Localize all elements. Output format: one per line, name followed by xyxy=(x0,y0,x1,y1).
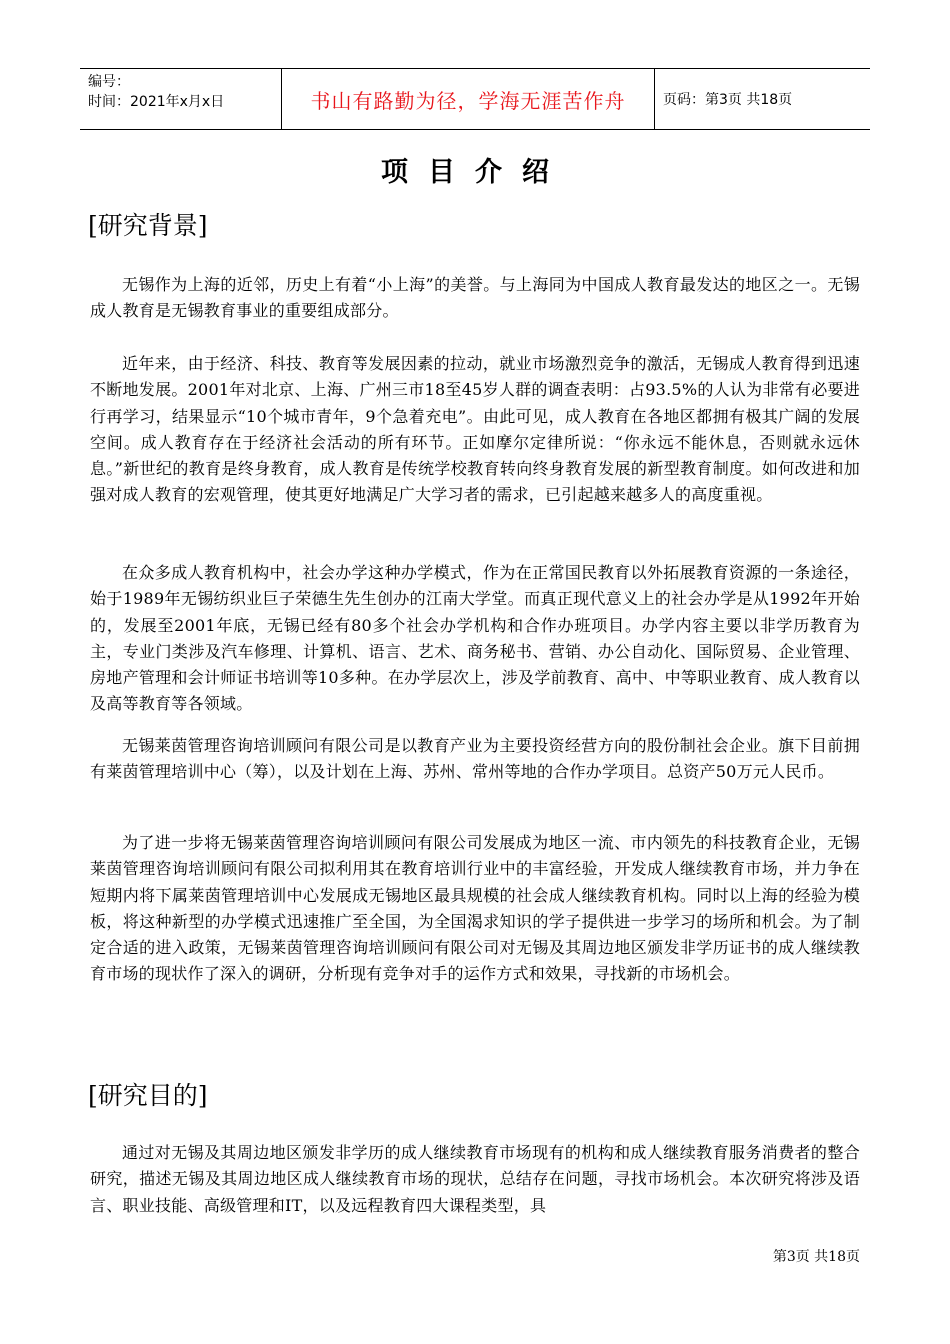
paragraph-background-1: 无锡作为上海的近邻，历史上有着“小上海”的美誉。与上海同为中国成人教育最发达的地区之一。无锡成人教育是无锡教育事业的重要组成部分。 xyxy=(90,275,860,321)
paragraph-background-5: 为了进一步将无锡莱茵管理咨询培训顾问有限公司发展成为地区一流、市内领先的科技教育企业，无锡莱茵管理咨询培训顾问有限公司拟利用其在教育培训行业中的丰富经验，开发成人继续教育市场，并力争在短期内将下属莱茵管理培训中心发展成无锡地区最具规模的社会成人继续教育机构。同时以上海的经验为模板，将这种新型的办学模式迅速推广至全国，为全国渴求知识的学子提供进一步学习的场所和机会。为了制定合适的进入政策，无锡莱茵管理咨询培训顾问有限公司对无锡及其周边地区颁发非学历证书的成人继续教育市场的现状作了深入的调研，分析现有竞争对手的运作方式和效果，寻找新的市场机会。 xyxy=(90,833,860,984)
header-page-info: 页码：第3页 共18页 xyxy=(663,92,793,108)
paragraph-purpose-1: 通过对无锡及其周边地区颁发非学历的成人继续教育市场现有的机构和成人继续教育服务消费者的整合研究，描述无锡及其周边地区成人继续教育市场的现状，总结存在问题，寻找市场机会。本次研究将涉及语言、职业技能、高级管理和IT，以及远程教育四大课程类型，具 xyxy=(90,1143,860,1215)
header-meta xyxy=(80,69,282,129)
document-title: 项目介绍 xyxy=(381,157,569,188)
header-motto: 书山有路勤为径，学海无涯苦作舟 xyxy=(282,69,655,129)
page-footer: 第3页 共18页 xyxy=(772,1249,860,1265)
paragraph-background-4: 无锡莱茵管理咨询培训顾问有限公司是以教育产业为主要投资经营方向的股份制社会企业。旗下目前拥有莱茵管理培训中心（筹），以及计划在上海、苏州、常州等地的合作办学项目。总资产50万元人民币。 xyxy=(90,736,860,782)
serial-number-label: 编号： xyxy=(88,74,130,90)
paragraph-background-2: 近年来，由于经济、科技、教育等发展因素的拉动，就业市场激烈竞争的激活，无锡成人教育得到迅速不断地发展。2001年对北京、上海、广州三市18至45岁人群的调查表明：占93.5%的人认为非常有必要进行再学习，结果显示“10个城市青年，9个急着充电”。由此可见，成人教育在各地区都拥有极其广阔的发展空间。成人教育存在于经济社会活动的所有环节。正如摩尔定律所说：“你永远不能休息，否则就永远休息。”新世纪的教育是终身教育，成人教育是传统学校教育转向终身教育发展的新型教育制度。如何改进和加强对成人教育的宏观管理，使其更好地满足广大学习者的需求，已引起越来越多人的高度重视。 xyxy=(90,354,860,505)
document-header xyxy=(80,68,870,130)
section-heading-purpose: [研究目的] xyxy=(88,1081,208,1110)
paragraph-background-3: 在众多成人教育机构中，社会办学这种办学模式，作为在正常国民教育以外拓展教育资源的一条途径，始于1989年无锡纺织业巨子荣德生先生创办的江南大学堂。而真正现代意义上的社会办学是从1992年开始的，发展至2001年底，无锡已经有80多个社会办学机构和合作办班项目。办学内容主要以非学历教育为主，专业门类涉及汽车修理、计算机、语言、艺术、商务秘书、营销、办公自动化、国际贸易、企业管理、房地产管理和会计师证书培训等10多种。在办学层次上，涉及学前教育、高中、中等职业教育、成人教育以及高等教育等各领域。 xyxy=(90,563,860,714)
section-heading-background: [研究背景] xyxy=(88,211,208,240)
time-label: 时间：2021年x月x日 xyxy=(88,94,225,110)
